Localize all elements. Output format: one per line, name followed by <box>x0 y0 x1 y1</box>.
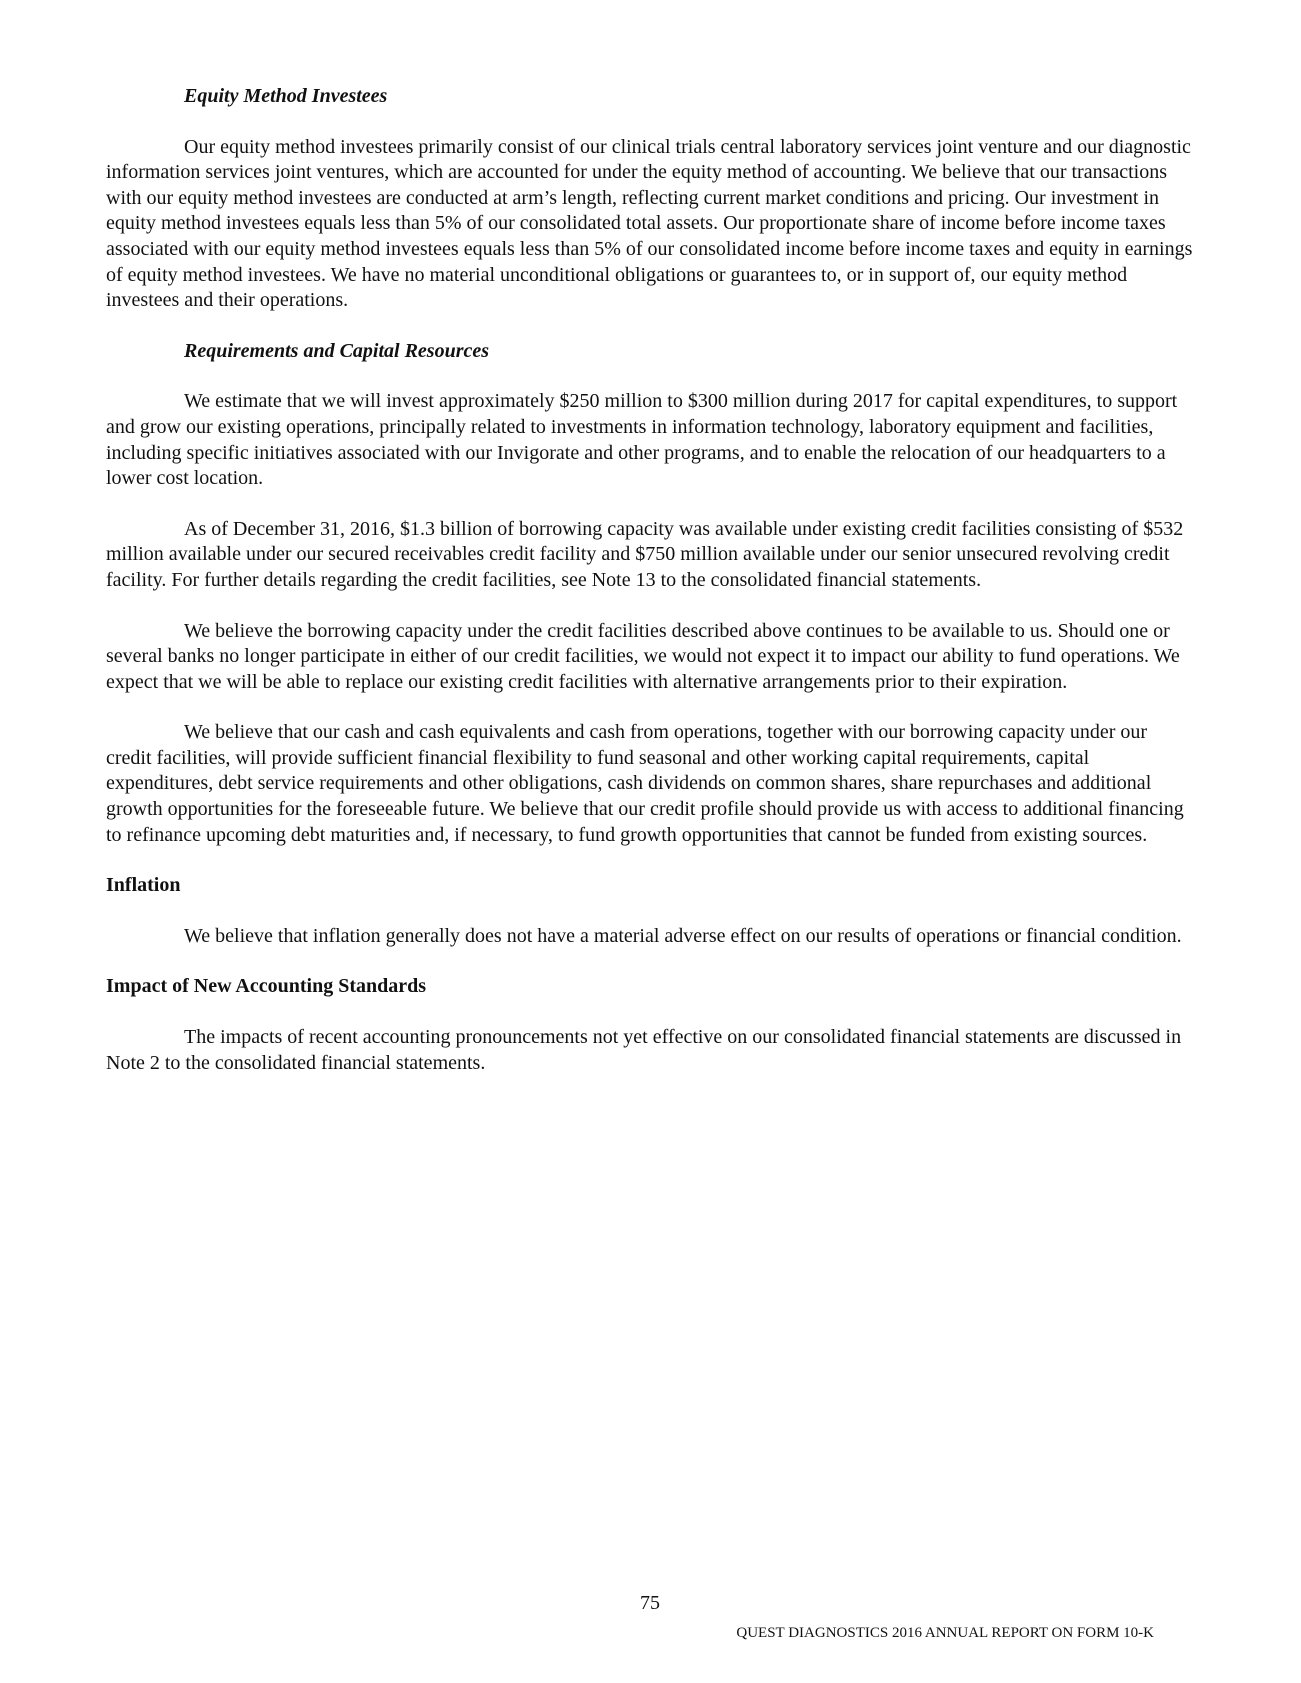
new-accounting-standards-paragraph: The impacts of recent accounting pronouncements not yet effective on our consolidated financial statements are discussed in Note 2 to the consolidated financial statements. <box>106 1026 1182 1074</box>
document-page <box>106 84 1194 1101</box>
inflation-paragraph: We believe that inflation generally does not have a material adverse effect on our results of operations or financial condition. <box>184 924 1182 947</box>
page-number: 75 <box>640 1592 660 1614</box>
report-footer: QUEST DIAGNOSTICS 2016 ANNUAL REPORT ON FORM 10-K <box>736 1625 1154 1641</box>
liquidity-outlook-paragraph: We believe that our cash and cash equivalents and cash from operations, together with our borrowing capacity under our credit facilities, will provide sufficient financial flexibility to fund seasonal and other working capital requirements, capital expenditures, debt service requirements and other obligations, cash dividends on common shares, share repurchases and additional growth opportunities for the foreseeable future. We believe that our credit profile should provide us with access to additional financing to refinance upcoming debt maturities and, if necessary, to fund growth opportunities that cannot be funded from existing sources. <box>106 721 1184 846</box>
borrowing-capacity-paragraph: As of December 31, 2016, $1.3 billion of borrowing capacity was available under existing credit facilities consisting of $532 million available under our secured receivables credit facility and $750 million available under our senior unsecured revolving credit facility. For further details regarding the credit facilities, see Note 13 to the consolidated financial statements. <box>106 517 1184 591</box>
capital-expenditures-paragraph: We estimate that we will invest approximately $250 million to $300 million during 2017 for capital expenditures, to support and grow our existing operations, principally related to investments in information technology, laboratory equipment and facilities, including specific initiatives associated with our Invigorate and other programs, and to enable the relocation of our headquarters to a lower cost location. <box>106 390 1178 490</box>
requirements-capital-resources-heading: Requirements and Capital Resources <box>184 339 490 362</box>
new-accounting-standards-heading: Impact of New Accounting Standards <box>106 975 427 998</box>
credit-facilities-availability-paragraph: We believe the borrowing capacity under the credit facilities described above continues to be available to us. Should one or several banks no longer participate in either of our credit facilities, we would not expect it to impact our ability to fund operations. We expect that we will be able to replace our existing credit facilities with alternative arrangements prior to their expiration. <box>106 619 1180 693</box>
equity-method-investees-paragraph: Our equity method investees primarily consist of our clinical trials central laboratory services joint venture and our diagnostic information services joint ventures, which are accounted for under the equity method of accounting. We believe that our transactions with our equity method investees are conducted at arm’s length, reflecting current market conditions and pricing. Our investment in equity method investees equals less than 5% of our consolidated total assets. Our proportionate share of income before income taxes associated with our equity method investees equals less than 5% of our consolidated income before income taxes and equity in earnings of equity method investees. We have no material unconditional obligations or guarantees to, or in support of, our equity method investees and their operations. <box>106 135 1193 312</box>
equity-method-investees-heading: Equity Method Investees <box>184 85 388 107</box>
inflation-heading: Inflation <box>106 874 181 897</box>
